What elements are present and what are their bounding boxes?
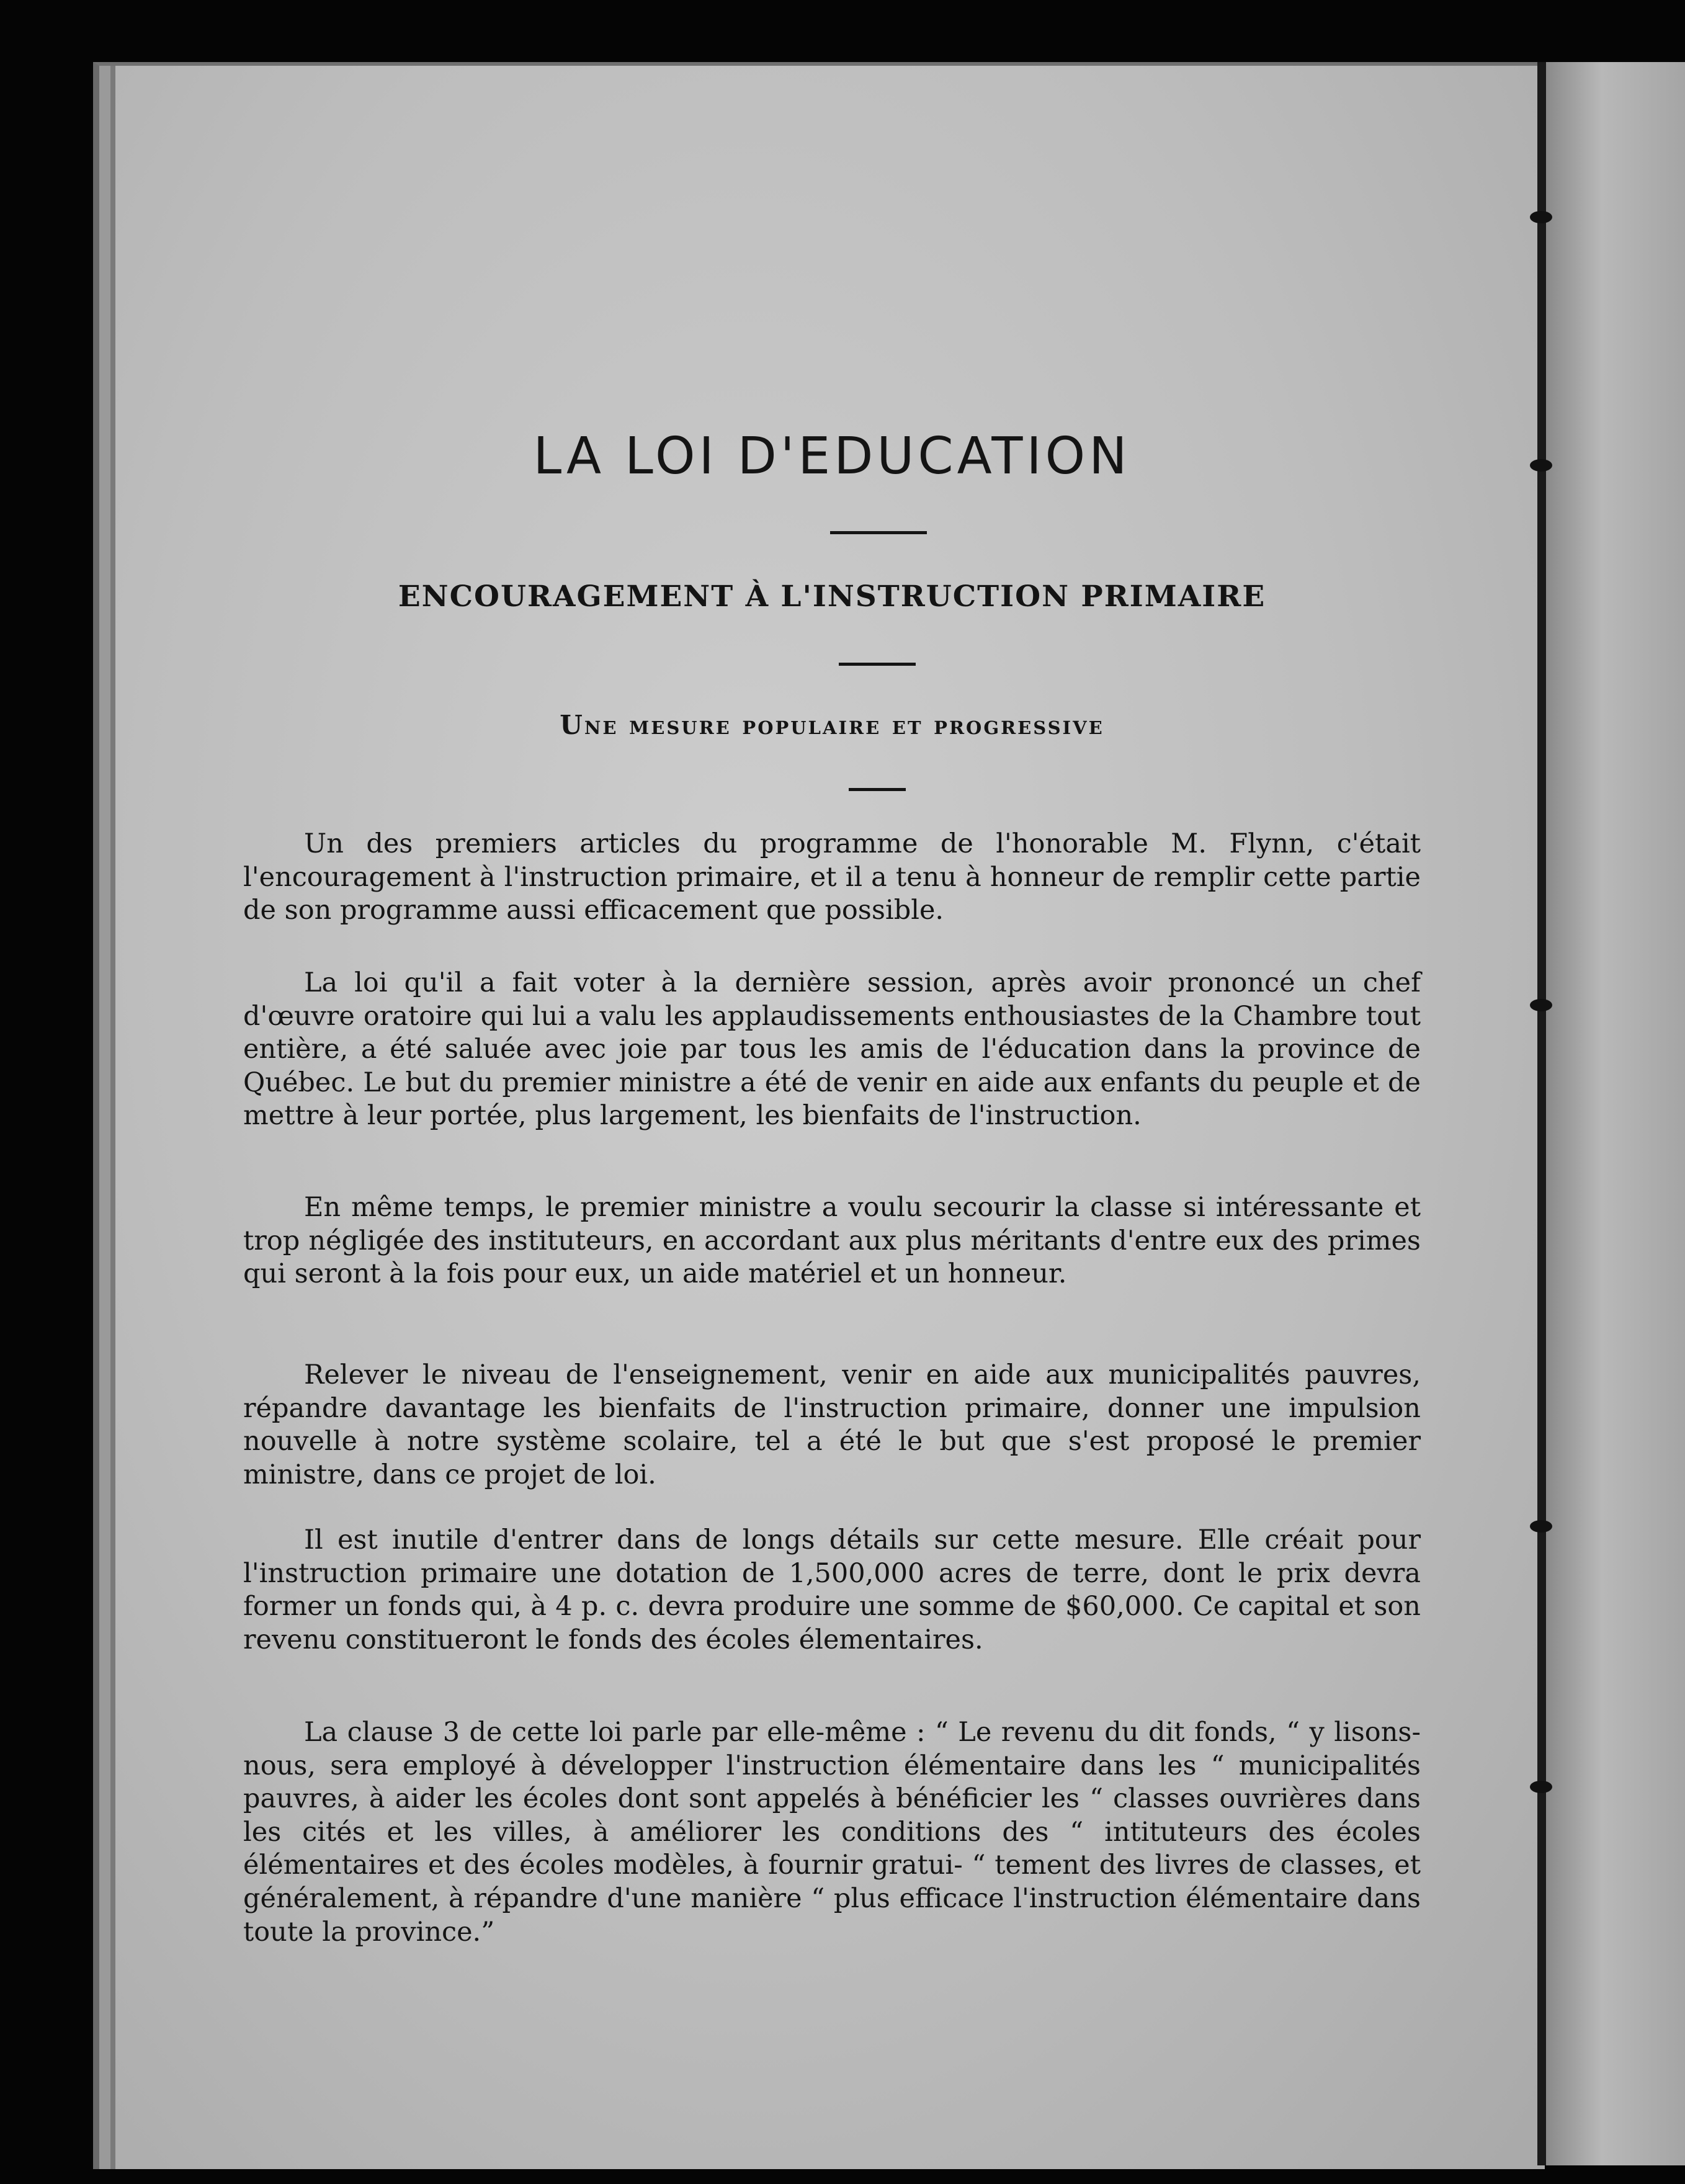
binding-stitch-mark (1530, 211, 1552, 223)
subtitle-divider (839, 663, 916, 666)
paragraph-2: La loi qu'il a fait voter à la dernière session, après avoir prononcé un chef d'œuvre oratoire qui lui a valu les applaudissements enthousiastes de la Chambre tout entière, a été saluée avec joie par tous les amis de l'éducation dans la province de Québec. Le but du premier ministre a été de venir en aide aux enfants du peuple et de mettre à leur portée, plus largement, les bienfaits de l'instruction. (243, 967, 1421, 1132)
section-heading: Une mesure populaire et progressive (560, 710, 1104, 740)
document-title: LA LOI D'EDUCATION (533, 427, 1131, 486)
section-divider (849, 788, 906, 791)
paragraph-4: Relever le niveau de l'enseignement, venir en aide aux municipalités pauvres, répandre davantage les bienfaits de l'instruction primaire, donner une impulsion nouvelle à notre système scolaire, tel a été le but que s'est proposé le premier ministre, dans ce projet de loi. (243, 1359, 1421, 1490)
paragraph-6: La clause 3 de cette loi parle par elle-même : “ Le revenu du dit fonds, “ y lisons-nous, sera employé à développer l'instruction élémentaire dans les “ municipalités pauvres, à aider les écoles dont sont appelés à bénéficier les “ classes ouvrières dans les cités et les villes, à améliorer les conditions des “ intituteurs des écoles élémentaires et des écoles modèles, à fournir gratui- “ tement des livres de classes, et généralement, à répandre d'une manière “ plus efficace l'instruction élémentaire dans toute la province.” (243, 1717, 1421, 1948)
title-divider (830, 531, 927, 534)
document-subtitle: ENCOURAGEMENT À L'INSTRUCTION PRIMAIRE (398, 580, 1266, 614)
paragraph-1: Un des premiers articles du programme de l'honorable M. Flynn, c'était l'encouragement à l'instruction primaire, et il a tenu à honneur de remplir cette partie de son programme aussi efficacement que possible. (243, 828, 1421, 926)
binding-stitch-mark (1530, 1520, 1552, 1533)
paragraph-3: En même temps, le premier ministre a voulu secourir la classe si intéressante et trop négligée des instituteurs, en accordant aux plus méritants d'entre eux des primes qui seront à la fois pour eux, un aide matériel et un honneur. (243, 1192, 1421, 1290)
paragraph-5: Il est inutile d'entrer dans de longs détails sur cette mesure. Elle créait pour l'instruction primaire une dotation de 1,500,000 acres de terre, dont le prix devra former un fonds qui, à 4 p. c. devra produire une somme de $60,000. Ce capital et son revenu constitueront le fonds des écoles élementaires. (243, 1524, 1421, 1655)
binding-stitch-mark (1530, 999, 1552, 1011)
binding-stitch-mark (1530, 1781, 1552, 1793)
adjacent-page (1546, 62, 1685, 2165)
binding-stitch-mark (1530, 459, 1552, 472)
page-binding-edge (1537, 62, 1546, 2165)
